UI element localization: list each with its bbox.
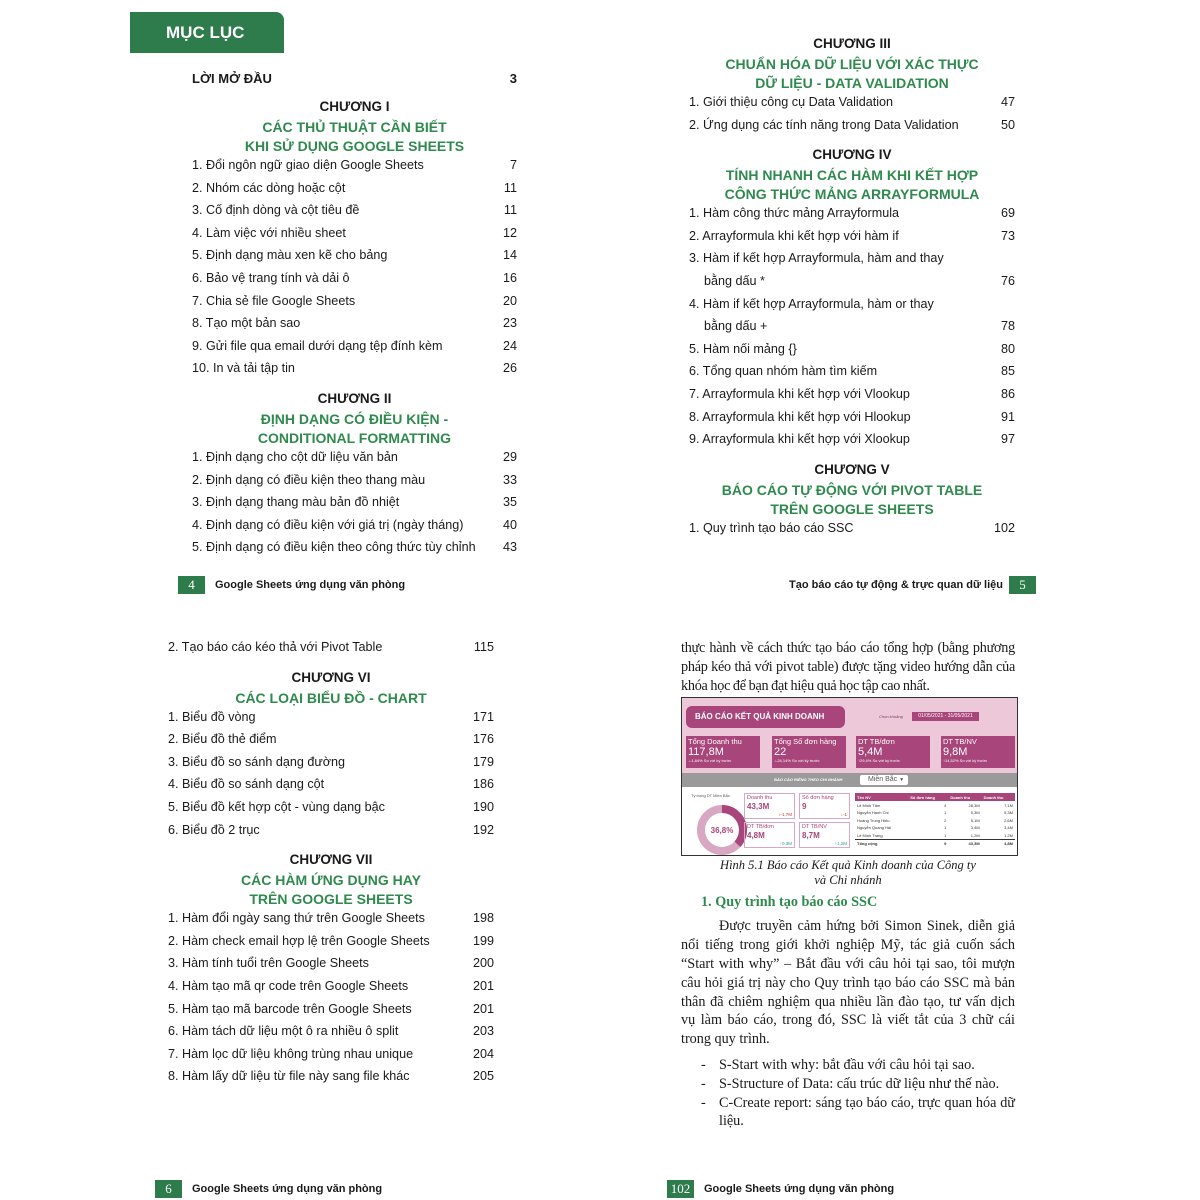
table-cell: Nguyễn Quang Hải <box>857 825 892 831</box>
table-header: Doanh thu <box>948 793 981 801</box>
toc-entry-page: 190 <box>472 799 494 814</box>
table-cell: Lê Minh Tâm <box>857 802 881 808</box>
kpi-delta: ↓-24,14% So với kỳ trước <box>774 758 820 764</box>
dashboard-title: BÁO CÁO KẾT QUẢ KINH DOANH <box>686 706 845 728</box>
toc-entry[interactable] <box>192 199 517 222</box>
toc-entry-label: 2. Ứng dụng các tính năng trong Data Validation <box>689 117 959 132</box>
toc-entry-page: 91 <box>1000 409 1015 424</box>
chapter-label[interactable]: CHƯƠNG V <box>814 461 890 477</box>
toc-entry[interactable] <box>192 536 517 559</box>
kpi-title: Tổng Số đơn hàng <box>774 737 837 747</box>
page-number-box: 5 <box>1009 576 1036 594</box>
toc-entry-label: 5. Hàm tạo mã barcode trên Google Sheets <box>168 1001 412 1016</box>
bullet-item <box>681 1094 1015 1132</box>
toc-entry[interactable] <box>192 469 517 492</box>
toc-chapter-section <box>192 96 517 380</box>
toc-entry[interactable] <box>689 360 1015 383</box>
toc-chapter-section <box>168 667 494 842</box>
table-header: Doanh thu <box>982 793 1015 801</box>
toc-entry-label: 3. Cố định dòng và cột tiêu đề <box>192 203 360 218</box>
toc-entry-page: 47 <box>1000 95 1015 109</box>
metric-value: 8,7M <box>802 831 820 841</box>
toc-entry-label: 9. Arrayformula khi kết hợp với Xlookup <box>689 432 910 447</box>
toc-entry-label: 6. Biểu đồ 2 trục <box>168 822 260 837</box>
toc-entry-label: 9. Gửi file qua email dưới dạng tệp đính kèm <box>192 338 443 353</box>
toc-entry-page: 33 <box>502 472 517 487</box>
toc-entry-page: 43 <box>502 540 517 555</box>
toc-entry-preface[interactable] <box>192 70 517 88</box>
toc-entry-label: 8. Hàm lấy dữ liệu từ file này sang file khác <box>168 1069 410 1084</box>
toc-entry[interactable] <box>192 267 517 290</box>
chapter-items <box>168 907 494 1088</box>
chapter-title[interactable]: ĐỊNH DẠNG CÓ ĐIỀU KIỆN - <box>260 410 449 427</box>
toc-entry-label: 1. Giới thiệu công cụ Data Validation <box>689 95 894 109</box>
table-cell: 43,3M <box>948 839 981 847</box>
toc-entry-label: 8. Arrayformula khi kết hợp với Hlookup <box>689 409 911 424</box>
chapter-title[interactable]: CHUẨN HÓA DỮ LIỆU VỚI XÁC THỰC <box>725 56 979 72</box>
table-cell: 4 <box>944 802 947 808</box>
toc-entry[interactable] <box>168 930 494 953</box>
metric-delta: ↓-1 <box>840 812 847 818</box>
bullet-list <box>681 1056 1015 1131</box>
bullet-marker: - <box>701 1094 706 1111</box>
toc-entry-label: LỜI MỞ ĐẦU <box>192 71 272 86</box>
toc-page-4 <box>192 70 517 559</box>
table-cell: 2,6M <box>1004 817 1013 823</box>
date-range-picker[interactable]: 01/05/2021 - 31/05/2021 <box>912 712 979 721</box>
toc-entry[interactable] <box>192 154 517 177</box>
toc-entry[interactable] <box>192 446 517 469</box>
toc-entry[interactable] <box>192 357 517 380</box>
kpi-card <box>856 736 930 768</box>
toc-entry-label: 2. Hàm check email hợp lệ trên Google Sheets <box>168 933 430 948</box>
bullet-text: S-Structure of Data: cấu trúc dữ liệu như thế nào. <box>719 1075 1000 1092</box>
metric-title: Số đơn hàng <box>802 795 834 802</box>
toc-entry-page: 50 <box>1000 117 1015 132</box>
toc-entry[interactable] <box>168 1020 494 1043</box>
toc-entry[interactable] <box>168 952 494 975</box>
toc-entry[interactable] <box>168 907 494 930</box>
toc-entry-page: 192 <box>472 822 494 837</box>
kpi-value: 117,8M <box>688 746 724 759</box>
toc-entry-page: 78 <box>1000 319 1015 334</box>
toc-entry-label: 2. Nhóm các dòng hoặc cột <box>192 180 346 195</box>
running-footer: Google Sheets ứng dụng văn phòng <box>215 579 406 591</box>
toc-entry-label: 6. Bảo vệ trang tính và dải ô <box>192 270 350 285</box>
toc-entry[interactable] <box>192 335 517 358</box>
table-cell: 1 <box>944 810 947 816</box>
toc-entry[interactable] <box>689 338 1015 361</box>
chapter-title[interactable]: CÁC HÀM ỨNG DỤNG HAY <box>241 872 421 889</box>
toc-entry[interactable] <box>192 222 517 245</box>
toc-entry[interactable] <box>168 636 494 659</box>
toc-entry-page: 171 <box>472 709 494 724</box>
toc-entry-page: 201 <box>472 1001 494 1016</box>
toc-entry-page: 179 <box>472 754 494 769</box>
toc-entry-label: 7. Chia sẻ file Google Sheets <box>192 293 356 308</box>
toc-entry[interactable] <box>689 114 1015 137</box>
toc-entry-label: 2. Tạo báo cáo kéo thả với Pivot Table <box>168 640 383 654</box>
toc-entry-label: bằng dấu * <box>704 273 765 288</box>
toc-entry[interactable] <box>689 225 1015 248</box>
toc-page-6 <box>168 636 494 1088</box>
toc-entry[interactable] <box>689 406 1015 429</box>
metric-value: 43,3M <box>747 802 770 812</box>
page-number-box: 6 <box>155 1180 182 1198</box>
chapter-title[interactable]: CONDITIONAL FORMATTING <box>257 429 452 446</box>
toc-entry-page: 35 <box>502 495 517 510</box>
table-cell: 5,1M <box>970 817 980 823</box>
chapter-items <box>689 517 1015 540</box>
branch-bar <box>682 773 1017 787</box>
chapter-title[interactable]: KHI SỬ DỤNG GOOGLE SHEETS <box>244 138 465 154</box>
toc-entry-page: 86 <box>1000 386 1015 401</box>
bullet-marker: - <box>701 1075 706 1092</box>
toc-entry[interactable] <box>168 796 494 819</box>
toc-entry-label: 2. Arrayformula khi kết hợp với hàm if <box>689 228 899 243</box>
table-row <box>855 801 1015 809</box>
table-cell: Nguyễn Hạnh Chi <box>857 810 889 816</box>
table-row <box>855 824 1015 832</box>
toc-entry-continued[interactable] <box>689 270 1015 293</box>
table-cell: 3,4M <box>1004 825 1013 831</box>
toc-entry-page: 20 <box>502 293 517 308</box>
toc-page-5 <box>689 25 1015 539</box>
table-header-row <box>855 793 1015 801</box>
metric-title: DT TB/đơn <box>747 824 774 831</box>
table-cell: 1 <box>944 825 947 831</box>
employee-table <box>855 793 1015 847</box>
toc-entry-label: 7. Hàm lọc dữ liệu không trùng nhau unique <box>168 1046 414 1061</box>
toc-chapter-section <box>168 849 494 1088</box>
kpi-value: 9,8M <box>943 746 968 759</box>
table-total-row <box>855 839 1015 847</box>
toc-entry-page: 200 <box>472 956 494 971</box>
toc-entry[interactable] <box>689 293 1015 316</box>
toc-entry-label: bằng dấu + <box>704 319 768 334</box>
kpi-value: 5,4M <box>858 746 883 759</box>
toc-entry-page: 198 <box>472 911 494 926</box>
toc-entry-page: 201 <box>472 978 494 993</box>
toc-entry-label: 1. Hàm đổi ngày sang thứ trên Google Sheets <box>168 911 425 926</box>
kpi-title: DT TB/đơn <box>858 737 895 747</box>
toc-entry-label: 3. Hàm tính tuổi trên Google Sheets <box>168 956 369 971</box>
toc-entry-page: 7 <box>509 158 517 172</box>
toc-entry[interactable] <box>168 706 494 729</box>
toc-entry-label: 3. Định dạng thang màu bản đồ nhiệt <box>192 495 400 510</box>
toc-entry-page: 204 <box>472 1046 494 1061</box>
branch-label: BÁO CÁO RIÊNG THEO CHI NHÁNH <box>774 777 843 783</box>
toc-entry[interactable] <box>689 91 1015 114</box>
chapter-items <box>689 91 1015 136</box>
toc-entry[interactable] <box>168 819 494 842</box>
toc-entry-label: 5. Định dạng màu xen kẽ cho bảng <box>192 248 388 263</box>
chapter-items <box>192 154 517 380</box>
toc-entry[interactable] <box>192 514 517 537</box>
dashboard-figure <box>681 697 1018 856</box>
chapter-items <box>168 706 494 842</box>
toc-entry[interactable] <box>168 975 494 998</box>
toc-chapter-section <box>689 33 1015 136</box>
toc-entry-page: 16 <box>502 270 517 285</box>
bullet-item <box>681 1075 1015 1094</box>
page-number-box: 102 <box>667 1180 694 1198</box>
toc-entry-label: 1. Định dạng cho cột dữ liệu văn bản <box>192 449 398 464</box>
chapter-title[interactable]: CÔNG THỨC MẢNG ARRAYFORMULA <box>724 186 980 203</box>
chapter-label[interactable]: CHƯƠNG IV <box>812 147 892 163</box>
table-row <box>855 816 1015 824</box>
toc-entry-page: 176 <box>472 732 494 747</box>
running-footer: Google Sheets ứng dụng văn phòng <box>192 1183 383 1195</box>
toc-entry-page: 115 <box>473 640 494 654</box>
table-cell: Lê Minh Trang <box>857 832 883 838</box>
bullet-item <box>681 1056 1015 1075</box>
section-heading: 1. Quy trình tạo báo cáo SSC <box>701 894 878 911</box>
toc-entry-page: 40 <box>502 517 517 532</box>
body-paragraph: Được truyền cảm hứng bởi Simon Sinek, diễn giả nổi tiếng trong giới khởi nghiệp Mỹ, tác giả cuốn sách “Start with why” – Bắt đầu với câu hỏi tại sao, tôi mượn câu hỏi giá trị này cho Quy trình tạo báo cáo SSC mà bản thân đã chiêm nghiệm qua nhiều lần đào tạo, tư vấn dịch vụ làm báo cáo, trong đó, SSC là viết tắt của 3 chữ cái trong quy trình. <box>681 918 1015 1048</box>
toc-entry-label: 5. Biểu đồ kết hợp cột - vùng dạng bậc <box>168 799 385 814</box>
toc-entry-page: 69 <box>1000 206 1015 221</box>
toc-chapter-section <box>689 144 1015 451</box>
toc-entry-page: 73 <box>1000 228 1015 243</box>
metric-title: DT TB/NV <box>802 824 827 831</box>
table-cell: 5,3M <box>1004 810 1013 816</box>
table-cell: 1,2M <box>1004 832 1013 838</box>
chapter-label[interactable]: CHƯƠNG VI <box>291 669 371 685</box>
kpi-value: 22 <box>774 746 787 759</box>
toc-entry-label: 3. Biểu đồ so sánh dạng đường <box>168 754 346 769</box>
toc-entry[interactable] <box>689 247 1015 270</box>
toc-entry[interactable] <box>192 491 517 514</box>
chapter-title[interactable]: TRÊN GOOGLE SHEETS <box>770 500 934 517</box>
table-cell: 4,8M <box>982 839 1015 847</box>
toc-entry-label: 2. Định dạng có điều kiện theo thang màu <box>192 472 426 487</box>
toc-entry[interactable] <box>689 428 1015 451</box>
toc-entry-label: 7. Arrayformula khi kết hợp với Vlookup <box>689 386 910 401</box>
toc-entry[interactable] <box>168 773 494 796</box>
metric-value: 9 <box>802 802 807 812</box>
toc-entry[interactable] <box>192 290 517 313</box>
toc-entry-label: 5. Hàm nối mảng {} <box>689 341 797 356</box>
chapter-title[interactable]: TRÊN GOOGLE SHEETS <box>249 891 413 908</box>
chapter-title[interactable]: DỮ LIỆU - DATA VALIDATION <box>755 75 949 91</box>
toc-entry[interactable] <box>192 312 517 335</box>
table-cell: Hoàng Trung Hiếu <box>857 817 890 823</box>
table-cell: 28,3M <box>968 802 980 808</box>
toc-entry[interactable] <box>168 728 494 751</box>
toc-entry-page: 29 <box>502 449 517 464</box>
toc-entry-continued[interactable] <box>689 315 1015 338</box>
chapter-items <box>192 446 517 559</box>
toc-header-tab: MỤC LỤC <box>130 12 284 53</box>
toc-entry-page: 12 <box>502 225 517 240</box>
toc-entry-label: 3. Hàm if kết hợp Arrayformula, hàm and thay <box>689 251 944 266</box>
toc-entry-page: 205 <box>472 1069 494 1084</box>
toc-entry[interactable] <box>168 1043 494 1066</box>
chapter-label[interactable]: CHƯƠNG I <box>319 99 390 114</box>
chevron-down-icon: ▼ <box>899 777 905 784</box>
toc-entry-page: 14 <box>502 248 517 263</box>
toc-entry-page: 11 <box>503 203 517 218</box>
toc-entry-page: 80 <box>1000 341 1015 356</box>
toc-entry-page: 102 <box>993 520 1015 535</box>
toc-entry[interactable] <box>689 383 1015 406</box>
toc-entry-page: 76 <box>1000 273 1015 288</box>
toc-entry-label: 4. Hàm tạo mã qr code trên Google Sheets <box>168 978 409 993</box>
table-cell: 7,1M <box>1004 802 1013 808</box>
toc-entry-label: 4. Biểu đồ so sánh dạng cột <box>168 777 325 792</box>
chapter-title[interactable]: BÁO CÁO TỰ ĐỘNG VỚI PIVOT TABLE <box>721 481 983 498</box>
toc-entry-page: 186 <box>472 777 494 792</box>
toc-entry-label: 2. Biểu đồ thẻ điểm <box>168 732 277 747</box>
toc-entry-page: 23 <box>502 316 517 331</box>
toc-entry-page: 203 <box>472 1024 494 1039</box>
toc-entry-label: 4. Định dạng có điều kiện với giá trị (ngày tháng) <box>192 517 464 532</box>
toc-entry[interactable] <box>168 998 494 1021</box>
toc-entry-label: 8. Tạo một bản sao <box>192 316 301 331</box>
table-row <box>855 809 1015 817</box>
running-footer: Google Sheets ứng dụng văn phòng <box>704 1183 895 1195</box>
bullet-text: C-Create report: sáng tạo báo cáo, trực quan hóa dữ liệu. <box>719 1094 1015 1130</box>
chapter-label[interactable]: CHƯƠNG II <box>317 390 392 406</box>
toc-entry[interactable] <box>192 244 517 267</box>
bullet-marker: - <box>701 1056 706 1073</box>
branch-dropdown-value: Miền Bắc <box>868 776 898 784</box>
metric-title: Doanh thu <box>747 795 773 802</box>
range-label: Chọn khoảng <box>879 714 903 720</box>
toc-entry[interactable] <box>168 751 494 774</box>
kpi-card <box>686 736 760 768</box>
toc-entry-label: 10. In và tải tập tin <box>192 361 295 376</box>
metric-value: 4,8M <box>747 831 765 841</box>
toc-entry-page: 97 <box>1000 432 1015 447</box>
page-102-content <box>681 639 1018 1131</box>
toc-entry-label: 4. Làm việc với nhiều sheet <box>192 225 346 240</box>
table-cell: Tổng cộng <box>855 839 908 847</box>
metric-delta: ↑1,2M <box>834 841 847 847</box>
table-header: Số đơn hàng <box>908 793 948 801</box>
metric-card <box>744 822 795 848</box>
toc-entry-page: 24 <box>502 338 517 353</box>
page-number-box: 4 <box>178 576 205 594</box>
chapter-title[interactable]: CÁC THỦ THUẬT CẦN BIẾT <box>262 119 447 135</box>
kpi-delta: ↓-1,84% So với kỳ trước <box>688 758 732 764</box>
caption-line: và Chi nhánh <box>814 873 882 888</box>
table-cell: 5,3M <box>970 810 980 816</box>
toc-entry-page: 3 <box>509 71 517 86</box>
branch-dropdown[interactable] <box>860 775 908 785</box>
metric-delta: ↓-1,7M <box>778 812 792 818</box>
toc-entry[interactable] <box>168 1065 494 1088</box>
toc-entry-label: 1. Biểu đồ vòng <box>168 709 256 724</box>
toc-entry-label: 6. Tổng quan nhóm hàm tìm kiếm <box>689 364 878 379</box>
chapter-title[interactable]: TÍNH NHANH CÁC HÀM KHI KẾT HỢP <box>725 167 979 184</box>
bullet-text: S-Start with why: bắt đầu với câu hỏi tại sao. <box>719 1056 975 1073</box>
toc-entry[interactable] <box>689 202 1015 225</box>
donut-label: Tỷ trọng DT Miền Bắc <box>691 793 730 799</box>
running-footer: Tạo báo cáo tự động & trực quan dữ liệu <box>789 579 1003 591</box>
table-row <box>855 831 1015 839</box>
metric-card <box>799 822 850 848</box>
table-cell: 1,2M <box>970 832 980 838</box>
donut-value: 36,8% <box>710 826 734 836</box>
toc-entry-label: 1. Đổi ngôn ngữ giao diện Google Sheets <box>192 158 424 172</box>
toc-entry[interactable] <box>192 177 517 200</box>
toc-chapter-section <box>192 388 517 559</box>
toc-entry-page: 26 <box>502 361 517 376</box>
kpi-title: Tổng Doanh thu <box>688 737 742 747</box>
table-header: Tên NV <box>855 793 908 801</box>
kpi-card <box>772 736 846 768</box>
metric-card <box>744 793 795 819</box>
chapter-title[interactable]: CÁC LOẠI BIỂU ĐỒ - CHART <box>235 689 427 706</box>
kpi-title: DT TB/NV <box>943 737 977 747</box>
kpi-delta: ↑29,4% So với kỳ trước <box>858 758 900 764</box>
toc-chapter-section <box>689 459 1015 540</box>
table-cell: 9 <box>908 839 948 847</box>
toc-entry-label: 6. Hàm tách dữ liệu một ô ra nhiều ô split <box>168 1024 399 1039</box>
toc-entry[interactable] <box>689 517 1015 540</box>
kpi-delta: ↑14,52% So với kỳ trước <box>943 758 988 764</box>
toc-entry-label: 1. Hàm công thức mảng Arrayformula <box>689 206 900 221</box>
table-cell: 1 <box>944 832 947 838</box>
chapter-items <box>689 202 1015 451</box>
table-cell: 3,4M <box>970 825 980 831</box>
toc-entry-page: 199 <box>472 933 494 948</box>
metric-delta: ↑0,3M <box>779 841 792 847</box>
caption-line: Hình 5.1 Báo cáo Kết quả Kinh doanh của Công ty <box>720 858 976 873</box>
chapter-label[interactable]: CHƯƠNG VII <box>289 852 373 868</box>
toc-entry-page: 11 <box>503 180 517 195</box>
chapter-label[interactable]: CHƯƠNG III <box>813 36 891 51</box>
toc-entry-label: 1. Quy trình tạo báo cáo SSC <box>689 520 854 535</box>
intro-paragraph: thực hành về cách thức tạo báo cáo tổng hợp (bằng phương pháp kéo thả với pivot table) được tặng video hướng dẫn của khóa học để bạn đạt hiệu quả học tập cao nhất. <box>681 640 1015 694</box>
toc-entry-label: 5. Định dạng có điều kiện theo công thức tùy chỉnh <box>192 540 476 555</box>
figure-caption <box>681 858 1015 888</box>
kpi-card <box>941 736 1015 768</box>
toc-entry-label: 4. Hàm if kết hợp Arrayformula, hàm or thay <box>689 296 934 311</box>
metric-card <box>799 793 850 819</box>
donut-chart <box>694 802 750 856</box>
table-cell: 2 <box>944 817 947 823</box>
toc-entry-page: 85 <box>1000 364 1015 379</box>
